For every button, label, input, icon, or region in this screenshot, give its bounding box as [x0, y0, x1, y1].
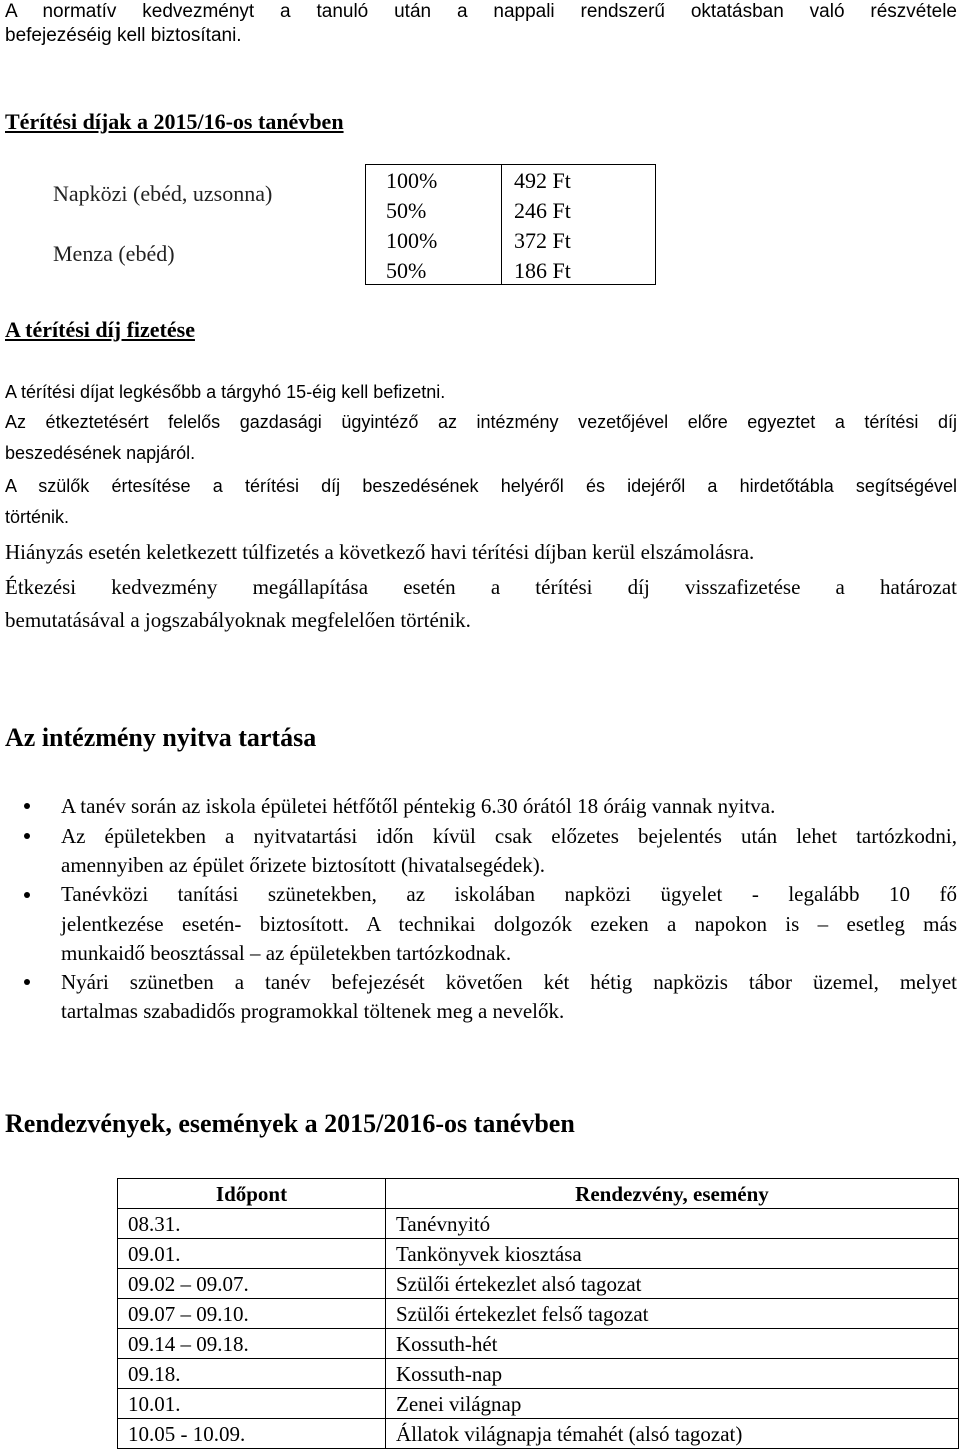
bullet-line: amennyiben az épület őrizete biztosított (hivatalsegédek). — [61, 853, 545, 877]
bullet-line: Nyári szünetben a tanév befejezését követően két hétig napközis tábor üzemel, melyet — [61, 970, 957, 994]
event-date: 09.01. — [118, 1239, 386, 1269]
event-date: 10.01. — [118, 1389, 386, 1419]
event-name: Állatok világnapja témahét (alsó tagozat) — [386, 1419, 959, 1449]
fee-category-menza: Menza (ebéd) — [53, 241, 175, 266]
event-date: 10.05 - 10.09. — [118, 1419, 386, 1449]
bullet-line: A tanév során az iskola épületei hétfőtől péntekig 6.30 órától 18 óráig vannak nyitva. — [61, 794, 776, 818]
events-heading: Rendezvények, események a 2015/2016-os tanévben — [5, 1109, 575, 1138]
event-name: Tanévnyitó — [386, 1209, 959, 1239]
event-date: 09.14 – 09.18. — [118, 1329, 386, 1359]
table-row — [118, 1389, 959, 1419]
fee-amount: 246 Ft — [514, 198, 571, 223]
event-name: Zenei világnap — [386, 1389, 959, 1419]
bullet-line: Az épületekben a nyitvatartási időn kívül csak előzetes bejelentés után lehet tartózkodni, — [61, 824, 957, 848]
fee-category-napkozi: Napközi (ebéd, uzsonna) — [53, 181, 273, 206]
payment-line: Az étkeztetésért felelős gazdasági ügyintéző az intézmény vezetőjével előre egyeztet a térítési díj — [5, 412, 957, 432]
fee-percent: 100% — [386, 168, 438, 193]
opening-heading: Az intézmény nyitva tartása — [5, 723, 317, 752]
intro-line-2: befejezéséig kell biztosítani. — [5, 25, 242, 46]
payment-line: A szülők értesítése a térítési díj beszedésének helyéről és idejéről a hirdetőtábla segítségével — [5, 476, 957, 496]
fee-amount: 372 Ft — [514, 228, 571, 253]
fee-amount: 186 Ft — [514, 258, 571, 283]
bullet-line: tartalmas szabadidős programokkal töltenek meg a nevelők. — [61, 999, 565, 1023]
fee-table — [5, 164, 650, 285]
events-table — [117, 1178, 959, 1449]
bullet-dot — [24, 803, 30, 809]
intro-line-1: A normatív kedvezményt a tanuló után a nappali rendszerű oktatásban való részvétele — [5, 1, 957, 22]
event-name: Tankönyvek kiosztása — [386, 1239, 959, 1269]
bullet-dot — [24, 892, 30, 898]
fee-percent: 50% — [386, 198, 427, 223]
fees-heading: Térítési díjak a 2015/16-os tanévben — [5, 109, 344, 134]
bullet-line: jelentkezése esetén- biztosított. A technikai dolgozók ezeken a napokon is – esetleg más — [61, 912, 957, 936]
payment-heading: A térítési díj fizetése — [5, 317, 195, 342]
bullet-dot — [24, 979, 30, 985]
column-header-event: Rendezvény, esemény — [386, 1179, 959, 1209]
fee-percent: 100% — [386, 228, 438, 253]
event-name: Szülői értekezlet felső tagozat — [386, 1299, 959, 1329]
fee-values-box — [365, 164, 656, 285]
bullet-line: munkaidő beosztással – az épületekben tartózkodnak. — [61, 941, 512, 965]
event-date: 08.31. — [118, 1209, 386, 1239]
event-name: Szülői értekezlet alsó tagozat — [386, 1269, 959, 1299]
fee-amount: 492 Ft — [514, 168, 571, 193]
bullet-dot — [24, 833, 30, 839]
table-row — [118, 1299, 959, 1329]
column-header-date: Időpont — [118, 1179, 386, 1209]
payment-serif-line: bemutatásával a jogszabályoknak megfelelően történik. — [5, 608, 471, 632]
table-row — [118, 1269, 959, 1299]
payment-line: A térítési díjat legkésőbb a tárgyhó 15-éig kell befizetni. — [5, 382, 446, 402]
payment-line: történik. — [5, 507, 70, 527]
table-header-row — [118, 1179, 959, 1209]
payment-serif-line: Hiányzás esetén keletkezett túlfizetés a következő havi térítési díjban kerül elszámolásra. — [5, 540, 755, 564]
table-row — [118, 1329, 959, 1359]
table-row — [118, 1419, 959, 1449]
fee-categories — [5, 164, 365, 285]
event-date: 09.07 – 09.10. — [118, 1299, 386, 1329]
fee-percent: 50% — [386, 258, 427, 283]
payment-serif-line: Étkezési kedvezmény megállapítása esetén a térítési díj visszafizetése a határozat — [5, 575, 957, 599]
table-row — [118, 1209, 959, 1239]
table-row — [118, 1359, 959, 1389]
event-date: 09.02 – 09.07. — [118, 1269, 386, 1299]
payment-line: beszedésének napjáról. — [5, 443, 196, 463]
event-name: Kossuth-hét — [386, 1329, 959, 1359]
bullet-line: Tanévközi tanítási szünetekben, az iskolában napközi ügyelet - legalább 10 fő — [61, 882, 957, 906]
event-date: 09.18. — [118, 1359, 386, 1389]
event-name: Kossuth-nap — [386, 1359, 959, 1389]
table-row — [118, 1239, 959, 1269]
